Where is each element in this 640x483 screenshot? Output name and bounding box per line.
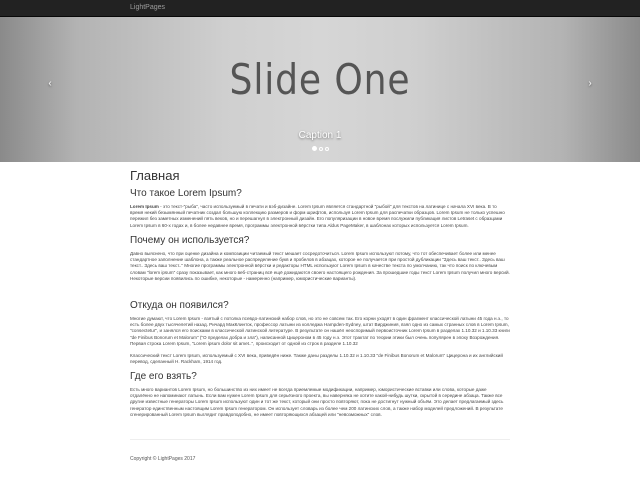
section-heading-why: Почему он используется? bbox=[130, 235, 250, 246]
section-heading-origin: Откуда он появился? bbox=[130, 300, 229, 311]
carousel-next-button[interactable] bbox=[584, 77, 596, 91]
chevron-left-icon: ‹ bbox=[48, 78, 52, 89]
brand-link[interactable]: LightPages bbox=[130, 4, 166, 11]
section-paragraph-why: Давно выяснено, что при оценке дизайна и композиции читаемый текст мешает сосредоточиться. Lorem Ipsum используют потому, что тот обеспечивает более или менее стандартное заполнение шаблона, а также реальное распределение букв и пробелов в абзацах, которое не получается при простой дубликации "Здесь ваш текст.. Здесь ваш текст.. Здесь ваш текст.." Многие программы электронной вёрстки и редакторы HTML используют Lorem Ipsum в качестве текста по умолчанию, так что поиск по ключевым словам "lorem ipsum" сразу показывает, как много веб-страниц всё ещё дожидаются своего настоящего рождения. За прошедшие годы текст Lorem Ipsum получил много версий. Некоторые версии появились по ошибке, некоторые - намеренно (например, юмористические варианты). bbox=[130, 251, 510, 281]
carousel-indicator-2[interactable] bbox=[319, 147, 323, 151]
page-title: Главная bbox=[130, 168, 180, 183]
section-paragraph-where: Есть много вариантов Lorem Ipsum, но большинство из них имеет не всегда приемлемые модификации, например, юмористические вставки или слова, которые даже отдалённо не напоминают латынь. Если вам нужен Lorem Ipsum для серьёзного проекта, вы наверняка не хотите какой-нибудь шутки, скрытой в середине абзаца. Также все другие известные генераторы Lorem Ipsum используют один и тот же текст, который они просто повторяют, пока не достигнут нужный объём. Это делает предлагаемый здесь генератор единственным настоящим Lorem Ipsum генератором. Он использует словарь из более чем 200 латинских слов, а также набор моделей предложений. В результате сгенерированный Lorem Ipsum выглядит правдоподобно, не имеет повторяющихся абзацей или "невозможных" слов. bbox=[130, 387, 504, 417]
slide-title: Slide One bbox=[229, 55, 411, 104]
slide-caption: Caption 1 bbox=[298, 130, 342, 141]
section-paragraph-origin: Многие думают, что Lorem Ipsum - взятый с потолка псевдо-латинский набор слов, но это не совсем так. Его корни уходят в один фрагмент классической латыни 45 года н.э., то есть более двух тысячелетий назад. Ричард МакКлинток, профессор латыни из колледжа Hampden-Sydney, штат Вирджиния, взял одно из самых странных слов в Lorem Ipsum, "consectetur", и занялся его поисками в классической латинской литературе. В результате он нашёл неоспоримый первоисточник Lorem Ipsum в разделах 1.10.32 и 1.10.33 книги "de Finibus Bonorum et Malorum" ("О пределах добра и зла"), написанной Цицероном в 45 году н.э. Этот трактат по теории этики был очень популярен в эпоху Возрождения. Первая строка Lorem Ipsum, "Lorem ipsum dolor sit amet..", происходит от одной из строк в разделе 1.10.32 bbox=[130, 316, 510, 346]
section-paragraph-what bbox=[130, 204, 510, 229]
paragraph-text: - это текст-"рыба", часто используемый в печати и вэб-дизайне. Lorem Ipsum является стандартной "рыбой" для текстов на латинице с начала XVI века. В то время некий безымянный печатник создал большую коллекцию размеров и форм шрифтов, используя Lorem Ipsum для распечатки образцов. Lorem Ipsum не только успешно пережил без заметных изменений пять веков, но и перешагнул в электронный дизайн. Его популяризации в новое время послужили публикация листов Letraset с образцами Lorem Ipsum в 60-х годах и, в более недавнее время, программы электронной вёрстки типа Aldus PageMaker, в шаблонах которых используется Lorem Ipsum. bbox=[130, 204, 505, 228]
section-paragraph-origin-2: Классический текст Lorem Ipsum, используемый с XVI века, приведён ниже. Также даны разделы 1.10.32 и 1.10.33 "de Finibus Bonorum et Malorum" Цицерона и их английский перевод, сделанный H. Rackham, 1914 год. bbox=[130, 353, 503, 365]
carousel-indicator-3[interactable] bbox=[325, 147, 329, 151]
section-heading-what: Что такое Lorem Ipsum? bbox=[130, 188, 242, 199]
carousel-indicators bbox=[0, 146, 640, 151]
chevron-right-icon: › bbox=[588, 78, 592, 89]
carousel-indicator-1[interactable] bbox=[312, 146, 317, 151]
footer-divider bbox=[130, 439, 510, 440]
bold-lead: Lorem Ipsum bbox=[130, 204, 159, 209]
section-heading-where: Где его взять? bbox=[130, 371, 197, 382]
hero-carousel bbox=[0, 17, 640, 162]
main-content bbox=[130, 168, 510, 417]
carousel-prev-button[interactable] bbox=[44, 77, 56, 91]
footer-copyright: Copyright © LightPages 2017 bbox=[130, 456, 196, 462]
top-navbar bbox=[0, 0, 640, 17]
